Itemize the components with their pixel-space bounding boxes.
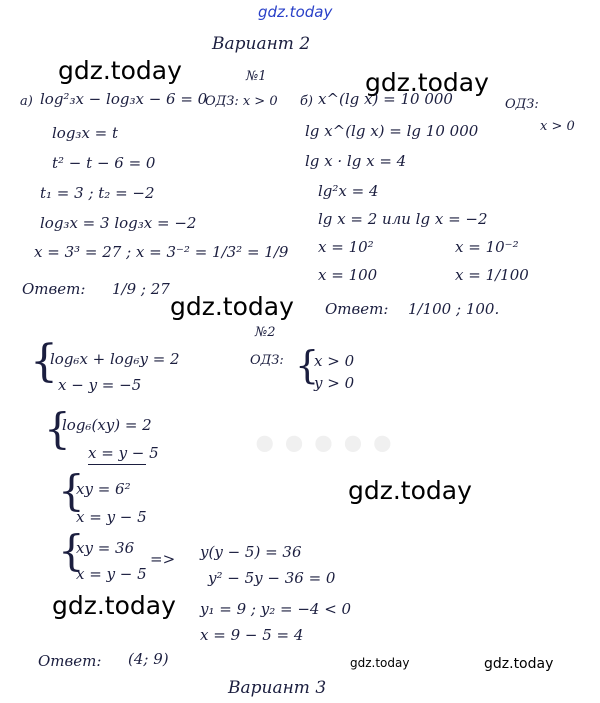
answer-label: Ответ: — [22, 280, 86, 298]
step: x = 100 — [318, 266, 378, 284]
answer: 1/9 ; 27 — [112, 280, 170, 298]
system-eq: x = y − 5 — [76, 508, 147, 526]
step: lg x = 2 или lg x = −2 — [318, 210, 488, 228]
implies-arrow: => — [150, 550, 176, 568]
watermark: gdz.today — [170, 292, 294, 321]
watermark: gdz.today — [52, 591, 176, 620]
result-step: y(y − 5) = 36 — [200, 543, 302, 561]
system-eq: xy = 36 — [76, 539, 135, 557]
result-step: y² − 5y − 36 = 0 — [208, 569, 336, 587]
step: x = 10² — [318, 238, 374, 256]
equation: log²₃x − log₃x − 6 = 0 — [40, 90, 208, 108]
substitution: log₃x = t — [52, 124, 119, 142]
task-number: №2 — [255, 325, 276, 340]
step: lg x^(lg x) = lg 10 000 — [305, 122, 479, 140]
odz-label: ОДЗ: — [250, 353, 284, 368]
result-step: y₁ = 9 ; y₂ = −4 < 0 — [200, 600, 352, 618]
system-eq: x = y − 5 — [88, 444, 159, 462]
roots: t₁ = 3 ; t₂ = −2 — [40, 184, 155, 202]
system-brace: { — [58, 466, 85, 515]
watermark-top: gdz.today — [258, 3, 333, 21]
faint-background-text: ••••• — [250, 418, 398, 472]
watermark: gdz.today — [58, 56, 182, 85]
odz-brace: { — [295, 343, 320, 387]
result-step: x = 9 − 5 = 4 — [200, 626, 304, 644]
answer-label: Ответ: — [325, 300, 389, 318]
back-substitution: log₃x = 3 log₃x = −2 — [40, 214, 197, 232]
answer: (4; 9) — [128, 650, 169, 668]
system-brace: { — [58, 526, 85, 575]
step: x = 1/100 — [455, 266, 529, 284]
watermark: gdz.today — [484, 656, 554, 672]
x-values: x = 3³ = 27 ; x = 3⁻² = 1/3² = 1/9 — [34, 243, 289, 261]
part-label: б) — [300, 94, 314, 109]
step: lg²x = 4 — [318, 182, 379, 200]
watermark: gdz.today — [365, 68, 489, 97]
odz-label: ОДЗ: — [505, 97, 539, 112]
system-brace: { — [44, 404, 71, 453]
watermark: gdz.today — [350, 656, 410, 670]
answer: 1/100 ; 100. — [408, 300, 500, 318]
equation: x^(lg x) = 10 000 — [318, 90, 453, 108]
step: x = 10⁻² — [455, 238, 519, 256]
odz: ОДЗ: x > 0 — [205, 94, 278, 109]
system-eq: x − y = −5 — [58, 376, 142, 394]
part-label: а) — [20, 94, 33, 109]
odz-condition: y > 0 — [314, 374, 355, 392]
watermark: gdz.today — [348, 476, 472, 505]
system-eq: log₆(xy) = 2 — [62, 416, 152, 434]
odz-condition: x > 0 — [314, 352, 355, 370]
system-eq: xy = 6² — [76, 480, 131, 498]
odz-value: x > 0 — [540, 119, 575, 134]
system-brace: { — [30, 336, 58, 387]
system-eq: x = y − 5 — [76, 565, 147, 583]
system-eq: log₆x + log₆y = 2 — [50, 350, 180, 368]
step: lg x · lg x = 4 — [305, 152, 407, 170]
answer-label: Ответ: — [38, 652, 102, 670]
next-variant-title: Вариант 3 — [228, 678, 327, 698]
task-number: №1 — [246, 69, 267, 84]
variant-title: Вариант 2 — [212, 34, 311, 54]
underline — [88, 464, 146, 465]
quadratic: t² − t − 6 = 0 — [52, 154, 156, 172]
